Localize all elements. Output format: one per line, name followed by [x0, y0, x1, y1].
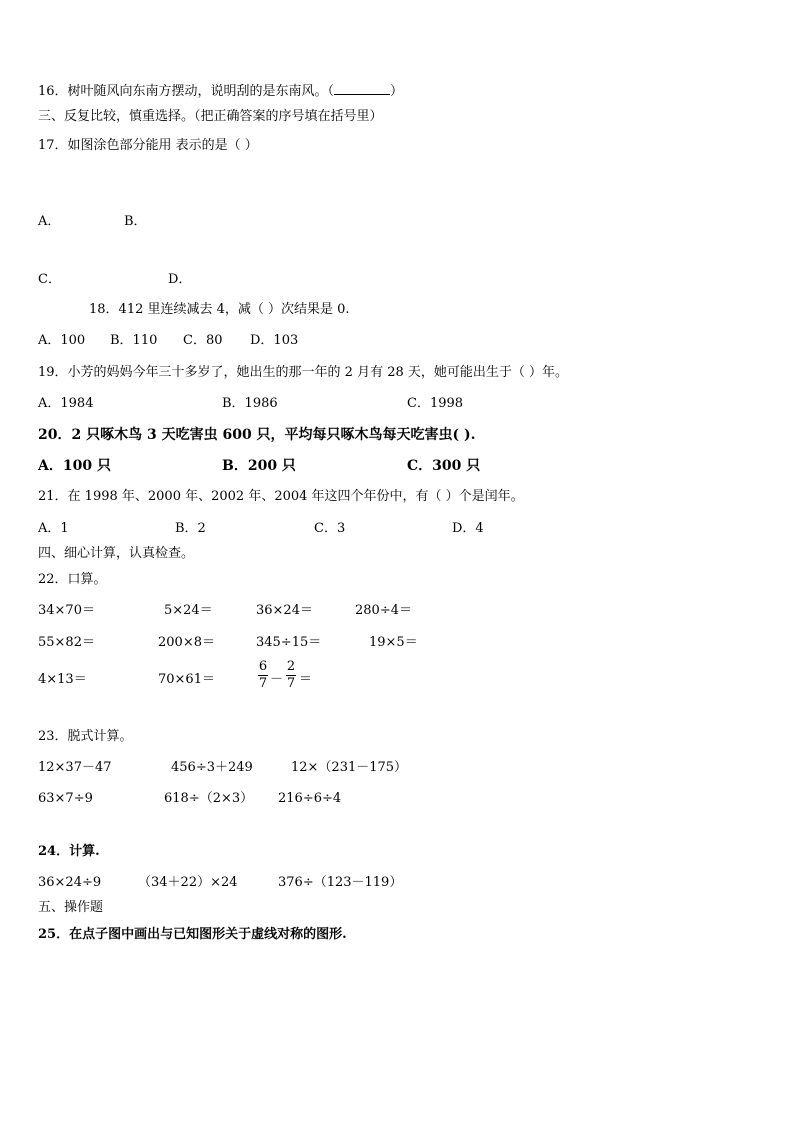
q19-option-c[interactable]: C．1998	[407, 396, 464, 411]
q22-frac2-numerator: 2	[286, 659, 296, 674]
q21-option-a[interactable]: A．1	[38, 521, 69, 536]
q16-text	[38, 82, 403, 101]
q18-stem: 18．412 里连续减去 4，减（ ）次结果是 0.	[89, 302, 350, 317]
q21-option-b[interactable]: B．2	[175, 521, 206, 536]
q23-r1-c2: 456÷3＋249	[171, 760, 253, 775]
q19-option-a[interactable]: A．1984	[38, 396, 94, 411]
q20-option-c[interactable]: C．300 只	[407, 458, 481, 474]
q17-option-d[interactable]: D．	[168, 272, 192, 287]
q23-r2-c3: 216÷6÷4	[278, 791, 342, 806]
q25-stem: 25．在点子图中画出与已知图形关于虚线对称的图形.	[38, 927, 347, 942]
q22-fraction-6-7	[258, 660, 268, 691]
q17-option-c[interactable]: C．	[38, 272, 61, 287]
q18-option-b[interactable]: B．110	[110, 333, 158, 348]
q22-r2-c1: 55×82＝	[38, 635, 95, 650]
q22-frac2-denominator: 7	[286, 676, 296, 691]
q16-answer-blank[interactable]	[334, 82, 390, 95]
q23-title: 23．脱式计算。	[38, 729, 133, 744]
q22-r1-c4: 280÷4＝	[355, 603, 412, 618]
q22-r2-c4: 19×5＝	[369, 635, 418, 650]
q23-r1-c1: 12×37－47	[38, 760, 112, 775]
section3-heading: 三、反复比较，慎重选择。（把正确答案的序号填在括号里）	[38, 109, 383, 124]
q17-option-b[interactable]: B．	[124, 214, 147, 229]
q19-option-b[interactable]: B．1986	[222, 396, 278, 411]
q22-fraction-2-7	[286, 660, 296, 691]
q24-title: 24．计算.	[38, 844, 100, 859]
q22-frac1-denominator: 7	[258, 676, 268, 691]
q19-stem: 19．小芳的妈妈今年三十多岁了，她出生的那一年的 2 月有 28 天，她可能出生于（ ）年。	[38, 365, 569, 380]
q22-minus-sign: －	[270, 672, 284, 687]
q21-stem: 21．在 1998 年、2000 年、2002 年、2004 年这四个年份中，有（ ）个是闰年。	[38, 489, 524, 504]
q21-option-c[interactable]: C．3	[314, 521, 346, 536]
q17-option-a[interactable]: A．	[38, 214, 61, 229]
q22-r1-c2: 5×24＝	[164, 603, 213, 618]
q24-r1-c3: 376÷（123－119）	[278, 875, 403, 890]
q17-stem: 17．如图涂色部分能用 表示的是（ ）	[38, 138, 258, 153]
q18-option-c[interactable]: C．80	[183, 333, 223, 348]
q16-stem: 16．树叶随风向东南方摆动，说明刮的是东南风。（	[38, 84, 335, 99]
q22-r1-c1: 34×70＝	[38, 603, 95, 618]
q20-option-a[interactable]: A．100 只	[38, 458, 111, 474]
q16-close: ）	[390, 84, 404, 99]
q23-r1-c3: 12×（231－175）	[291, 760, 408, 775]
q22-r2-c3: 345÷15＝	[256, 635, 322, 650]
q21-option-d[interactable]: D．4	[452, 521, 484, 536]
q22-r3-c1: 4×13＝	[38, 672, 87, 687]
q22-r1-c3: 36×24＝	[256, 603, 313, 618]
q20-stem: 20．2 只啄木鸟 3 天吃害虫 600 只，平均每只啄木鸟每天吃害虫( ).	[38, 427, 476, 443]
q24-r1-c2: （34＋22）×24	[138, 875, 238, 890]
q22-equals-sign: ＝	[299, 672, 313, 687]
q20-option-b[interactable]: B．200 只	[222, 458, 296, 474]
q23-r2-c1: 63×7÷9	[38, 791, 93, 806]
q22-frac1-numerator: 6	[258, 659, 268, 674]
section4-heading: 四、细心计算，认真检查。	[38, 546, 195, 561]
q22-r3-c2: 70×61＝	[158, 672, 215, 687]
q18-option-a[interactable]: A．100	[38, 333, 86, 348]
q22-title: 22．口算。	[38, 572, 107, 587]
q22-r2-c2: 200×8＝	[158, 635, 215, 650]
q24-r1-c1: 36×24÷9	[38, 875, 102, 890]
q23-r2-c2: 618÷（2×3）	[164, 791, 254, 806]
q18-option-d[interactable]: D．103	[250, 333, 299, 348]
section5-heading: 五、操作题	[38, 900, 104, 915]
